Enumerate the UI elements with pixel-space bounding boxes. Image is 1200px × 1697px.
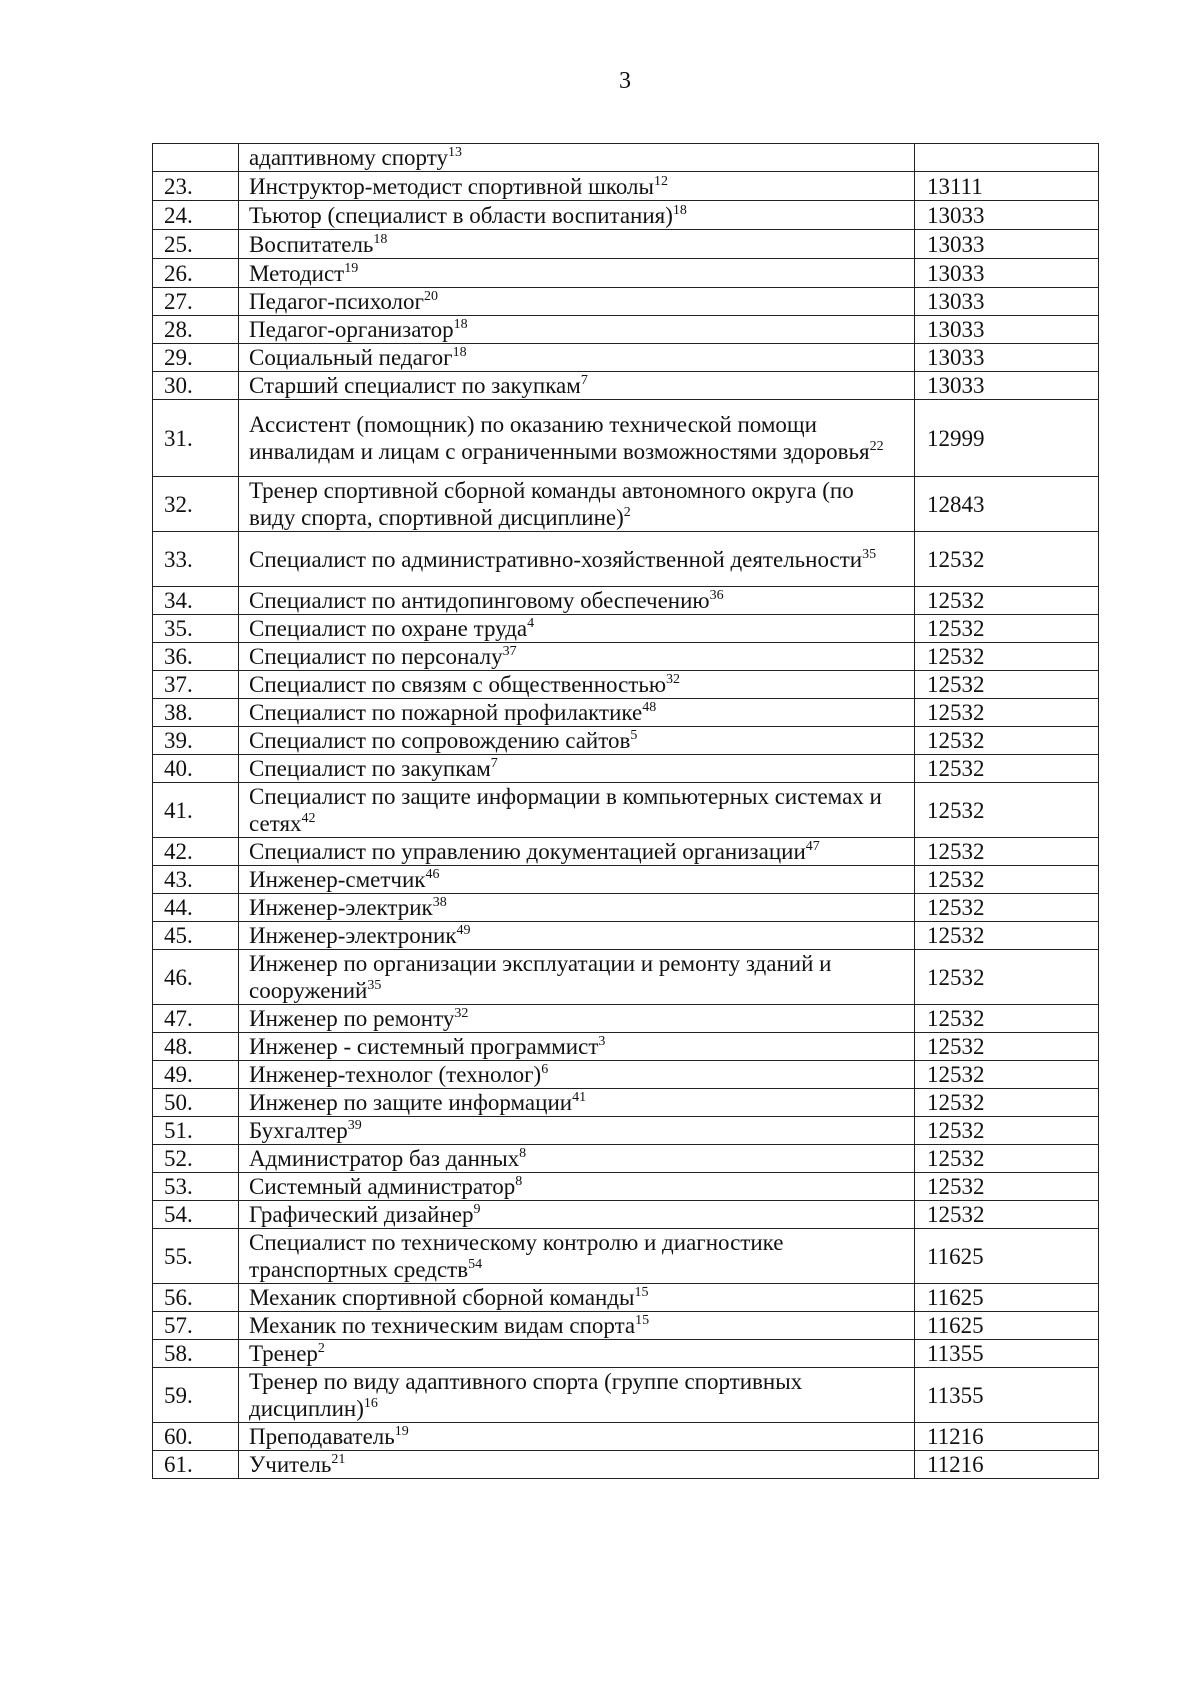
salary-code: 12532 <box>915 1033 1099 1061</box>
salary-code: 13111 <box>915 172 1099 201</box>
position-name: Преподаватель <box>249 1424 395 1449</box>
position-name: Специалист по административно-хозяйственной деятельности <box>249 546 863 572</box>
salary-code: 12532 <box>915 532 1099 587</box>
position-name-cell <box>239 1033 915 1061</box>
position-name: Специалист по связям с общественностью <box>249 672 667 697</box>
table-row <box>153 344 1099 372</box>
row-number: 45. <box>153 922 239 950</box>
footnote-ref: 49 <box>456 923 471 938</box>
position-name: Инженер по ремонту <box>249 1006 455 1031</box>
row-number: 27. <box>153 288 239 316</box>
footnote-ref: 18 <box>672 202 687 218</box>
position-name: Механик по техническим видам спорта <box>249 1313 636 1338</box>
position-name-cell <box>239 894 915 922</box>
row-number: 46. <box>153 950 239 1005</box>
table-row <box>153 532 1099 587</box>
position-name-cell <box>239 783 915 838</box>
position-name: Специалист по защите информации в компьютерных системах и сетях <box>249 784 882 836</box>
table-row <box>153 950 1099 1005</box>
position-name: Тренер <box>249 1341 318 1366</box>
footnote-ref: 3 <box>598 1034 606 1049</box>
salary-code: 11355 <box>915 1340 1099 1368</box>
table-row <box>153 1201 1099 1229</box>
position-name: Социальный педагог <box>249 345 453 370</box>
position-name: Инженер-технолог (технолог) <box>249 1062 542 1087</box>
salary-code: 12843 <box>915 477 1099 532</box>
footnote-ref: 41 <box>572 1090 587 1105</box>
salary-code: 12999 <box>915 400 1099 477</box>
footnote-ref: 47 <box>805 839 820 854</box>
table-row <box>153 372 1099 400</box>
footnote-ref: 2 <box>623 505 631 520</box>
row-number: 51. <box>153 1117 239 1145</box>
footnote-ref: 12 <box>653 173 668 189</box>
row-number: 44. <box>153 894 239 922</box>
position-name: Графический дизайнер <box>249 1202 474 1227</box>
table-row <box>153 201 1099 230</box>
table-row <box>153 1117 1099 1145</box>
row-number: 55. <box>153 1229 239 1284</box>
position-name: Администратор баз данных <box>249 1146 520 1171</box>
salary-code: 11355 <box>915 1368 1099 1423</box>
salary-code: 12532 <box>915 671 1099 699</box>
row-number: 34. <box>153 587 239 615</box>
salary-code: 12532 <box>915 783 1099 838</box>
position-name: Педагог-психолог <box>249 289 424 314</box>
position-name: Тьютор (специалист в области воспитания) <box>249 202 673 228</box>
table-row <box>153 1033 1099 1061</box>
salary-code: 12532 <box>915 866 1099 894</box>
footnote-ref: 9 <box>473 1202 481 1217</box>
footnote-ref: 2 <box>317 1341 325 1356</box>
footnote-ref: 4 <box>527 616 535 631</box>
row-number: 54. <box>153 1201 239 1229</box>
salary-code: 12532 <box>915 615 1099 643</box>
position-name-cell <box>239 1145 915 1173</box>
position-name: Инженер-электроник <box>249 923 457 948</box>
row-number: 38. <box>153 699 239 727</box>
position-name-cell <box>239 316 915 344</box>
position-name-cell <box>239 1005 915 1033</box>
row-number: 24. <box>153 201 239 230</box>
table-row <box>153 1089 1099 1117</box>
footnote-ref: 54 <box>468 1257 483 1272</box>
row-number: 29. <box>153 344 239 372</box>
position-name-cell <box>239 1089 915 1117</box>
row-number: 41. <box>153 783 239 838</box>
footnote-ref: 15 <box>634 1285 649 1300</box>
salary-code: 12532 <box>915 894 1099 922</box>
footnote-ref: 18 <box>453 317 468 332</box>
position-name-cell <box>239 1117 915 1145</box>
table-row <box>153 1145 1099 1173</box>
footnote-ref: 5 <box>630 728 638 743</box>
salary-code: 12532 <box>915 950 1099 1005</box>
footnote-ref: 15 <box>635 1313 650 1328</box>
position-name: Механик спортивной сборной команды <box>249 1285 635 1310</box>
row-number <box>153 144 239 172</box>
position-name-cell <box>239 922 915 950</box>
position-name-cell <box>239 950 915 1005</box>
footnote-ref: 18 <box>373 231 388 247</box>
row-number: 43. <box>153 866 239 894</box>
position-name-cell <box>239 866 915 894</box>
position-name: Бухгалтер <box>249 1118 348 1143</box>
position-name: Педагог-организатор <box>249 317 454 342</box>
position-name: Ассистент (помощник) по оказанию технической помощи инвалидам и лицам с ограниченными возможностями здоровья <box>249 412 870 464</box>
position-name-cell <box>239 201 915 230</box>
table-row <box>153 727 1099 755</box>
row-number: 60. <box>153 1423 239 1451</box>
table-row <box>153 866 1099 894</box>
row-number: 39. <box>153 727 239 755</box>
row-number: 49. <box>153 1061 239 1089</box>
footnote-ref: 22 <box>869 439 884 454</box>
row-number: 42. <box>153 838 239 866</box>
table-row <box>153 922 1099 950</box>
position-name: Специалист по антидопинговому обеспечению <box>249 588 710 613</box>
footnote-ref: 7 <box>490 756 498 771</box>
footnote-ref: 6 <box>541 1062 549 1077</box>
position-name-cell <box>239 477 915 532</box>
table-row <box>153 838 1099 866</box>
position-name-cell <box>239 643 915 671</box>
row-number: 58. <box>153 1340 239 1368</box>
salary-code: 11625 <box>915 1312 1099 1340</box>
table-row <box>153 144 1099 172</box>
footnote-ref: 18 <box>452 345 467 360</box>
position-name-cell <box>239 372 915 400</box>
position-name: Специалист по сопровождению сайтов <box>249 728 631 753</box>
salary-code <box>915 144 1099 172</box>
salary-code: 13033 <box>915 201 1099 230</box>
position-name: Инженер по организации эксплуатации и ремонту зданий и сооружений <box>249 951 832 1003</box>
position-name-cell <box>239 699 915 727</box>
row-number: 30. <box>153 372 239 400</box>
table-row <box>153 1451 1099 1479</box>
table-row <box>153 1229 1099 1284</box>
row-number: 26. <box>153 259 239 288</box>
footnote-ref: 21 <box>331 1452 346 1467</box>
footnote-ref: 39 <box>347 1118 362 1133</box>
position-name: Старший специалист по закупкам <box>249 373 581 398</box>
row-number: 57. <box>153 1312 239 1340</box>
position-name-cell <box>239 1368 915 1423</box>
row-number: 23. <box>153 172 239 201</box>
position-name-cell <box>239 400 915 477</box>
position-name: Воспитатель <box>249 231 374 257</box>
table-row <box>153 288 1099 316</box>
position-name: Инструктор-методист спортивной школы <box>249 173 654 199</box>
row-number: 56. <box>153 1284 239 1312</box>
footnote-ref: 38 <box>432 895 447 910</box>
position-name-cell <box>239 288 915 316</box>
position-name-cell <box>239 1229 915 1284</box>
page-number: 3 <box>619 68 631 94</box>
position-name: Инженер - системный программист <box>249 1034 599 1059</box>
footnote-ref: 35 <box>862 546 877 562</box>
row-number: 61. <box>153 1451 239 1479</box>
salary-code: 13033 <box>915 288 1099 316</box>
position-name-cell <box>239 727 915 755</box>
position-name-cell <box>239 1061 915 1089</box>
position-name: Методист <box>249 260 345 286</box>
salary-code: 11216 <box>915 1423 1099 1451</box>
table-row <box>153 1368 1099 1423</box>
table-row <box>153 755 1099 783</box>
position-name: адаптивному спорту <box>249 145 448 170</box>
footnote-ref: 42 <box>301 811 316 826</box>
table-row <box>153 894 1099 922</box>
salary-code: 12532 <box>915 1061 1099 1089</box>
row-number: 36. <box>153 643 239 671</box>
position-name: Тренер по виду адаптивного спорта (группе спортивных дисциплин) <box>249 1369 803 1421</box>
footnote-ref: 19 <box>344 260 359 276</box>
position-name-cell <box>239 1423 915 1451</box>
salary-code: 12532 <box>915 727 1099 755</box>
table-row <box>153 1173 1099 1201</box>
salary-code: 12532 <box>915 587 1099 615</box>
table-row <box>153 172 1099 201</box>
position-name: Тренер спортивной сборной команды автономного округа (по виду спорта, спортивной дисциплине) <box>249 478 854 530</box>
position-name-cell <box>239 1201 915 1229</box>
position-name-cell <box>239 230 915 259</box>
footnote-ref: 37 <box>502 644 517 659</box>
salary-code: 12532 <box>915 699 1099 727</box>
footnote-ref: 7 <box>580 373 588 388</box>
position-name-cell <box>239 172 915 201</box>
row-number: 31. <box>153 400 239 477</box>
footnote-ref: 46 <box>425 867 440 882</box>
salary-code: 12532 <box>915 1117 1099 1145</box>
position-name-cell <box>239 1312 915 1340</box>
table-row <box>153 259 1099 288</box>
row-number: 50. <box>153 1089 239 1117</box>
positions-table <box>152 143 1099 1479</box>
position-name-cell <box>239 1451 915 1479</box>
footnote-ref: 48 <box>642 700 657 715</box>
salary-code: 12532 <box>915 1201 1099 1229</box>
footnote-ref: 19 <box>394 1424 409 1439</box>
position-name-cell <box>239 615 915 643</box>
row-number: 59. <box>153 1368 239 1423</box>
row-number: 37. <box>153 671 239 699</box>
row-number: 35. <box>153 615 239 643</box>
position-name: Специалист по управлению документацией организации <box>249 839 806 864</box>
position-name-cell <box>239 838 915 866</box>
salary-code: 13033 <box>915 230 1099 259</box>
position-name: Учитель <box>249 1452 332 1477</box>
salary-code: 13033 <box>915 344 1099 372</box>
salary-code: 12532 <box>915 922 1099 950</box>
row-number: 32. <box>153 477 239 532</box>
footnote-ref: 32 <box>666 672 681 687</box>
table-row <box>153 400 1099 477</box>
salary-code: 12532 <box>915 643 1099 671</box>
table-row <box>153 316 1099 344</box>
salary-code: 12532 <box>915 1173 1099 1201</box>
position-name: Специалист по техническому контролю и диагностике транспортных средств <box>249 1230 784 1282</box>
position-name: Инженер-электрик <box>249 895 433 920</box>
table-row <box>153 1061 1099 1089</box>
table-row <box>153 671 1099 699</box>
footnote-ref: 13 <box>447 145 462 160</box>
table-row <box>153 643 1099 671</box>
row-number: 40. <box>153 755 239 783</box>
row-number: 33. <box>153 532 239 587</box>
position-name-cell <box>239 259 915 288</box>
position-name: Специалист по пожарной профилактике <box>249 700 643 725</box>
salary-code: 12532 <box>915 838 1099 866</box>
position-name: Инженер-сметчик <box>249 867 426 892</box>
salary-code: 11625 <box>915 1284 1099 1312</box>
table-row <box>153 477 1099 532</box>
row-number: 28. <box>153 316 239 344</box>
footnote-ref: 8 <box>515 1174 523 1189</box>
salary-code: 12532 <box>915 1145 1099 1173</box>
position-name-cell <box>239 532 915 587</box>
position-name: Специалист по закупкам <box>249 756 491 781</box>
table-row <box>153 699 1099 727</box>
table-row <box>153 1340 1099 1368</box>
table-row <box>153 615 1099 643</box>
table-row <box>153 587 1099 615</box>
position-name-cell <box>239 1340 915 1368</box>
table-row <box>153 230 1099 259</box>
position-name-cell <box>239 671 915 699</box>
position-name-cell <box>239 1173 915 1201</box>
position-name: Специалист по персоналу <box>249 644 503 669</box>
row-number: 48. <box>153 1033 239 1061</box>
table-row <box>153 1284 1099 1312</box>
salary-code: 11216 <box>915 1451 1099 1479</box>
salary-code: 12532 <box>915 1089 1099 1117</box>
salary-code: 11625 <box>915 1229 1099 1284</box>
position-name-cell <box>239 755 915 783</box>
position-name-cell <box>239 144 915 172</box>
footnote-ref: 35 <box>367 978 382 993</box>
salary-code: 13033 <box>915 259 1099 288</box>
footnote-ref: 8 <box>519 1146 527 1161</box>
footnote-ref: 36 <box>709 588 724 603</box>
position-name: Инженер по защите информации <box>249 1090 573 1115</box>
footnote-ref: 20 <box>423 289 438 304</box>
salary-code: 12532 <box>915 1005 1099 1033</box>
salary-code: 13033 <box>915 372 1099 400</box>
position-name-cell <box>239 1284 915 1312</box>
position-name-cell <box>239 587 915 615</box>
position-name: Системный администратор <box>249 1174 516 1199</box>
table-row <box>153 1423 1099 1451</box>
row-number: 47. <box>153 1005 239 1033</box>
footnote-ref: 32 <box>454 1006 469 1021</box>
row-number: 53. <box>153 1173 239 1201</box>
salary-code: 12532 <box>915 755 1099 783</box>
footnote-ref: 16 <box>363 1396 378 1411</box>
table-row <box>153 1312 1099 1340</box>
position-name: Специалист по охране труда <box>249 616 528 641</box>
salary-code: 13033 <box>915 316 1099 344</box>
table-row <box>153 783 1099 838</box>
table-row <box>153 1005 1099 1033</box>
row-number: 25. <box>153 230 239 259</box>
row-number: 52. <box>153 1145 239 1173</box>
position-name-cell <box>239 344 915 372</box>
